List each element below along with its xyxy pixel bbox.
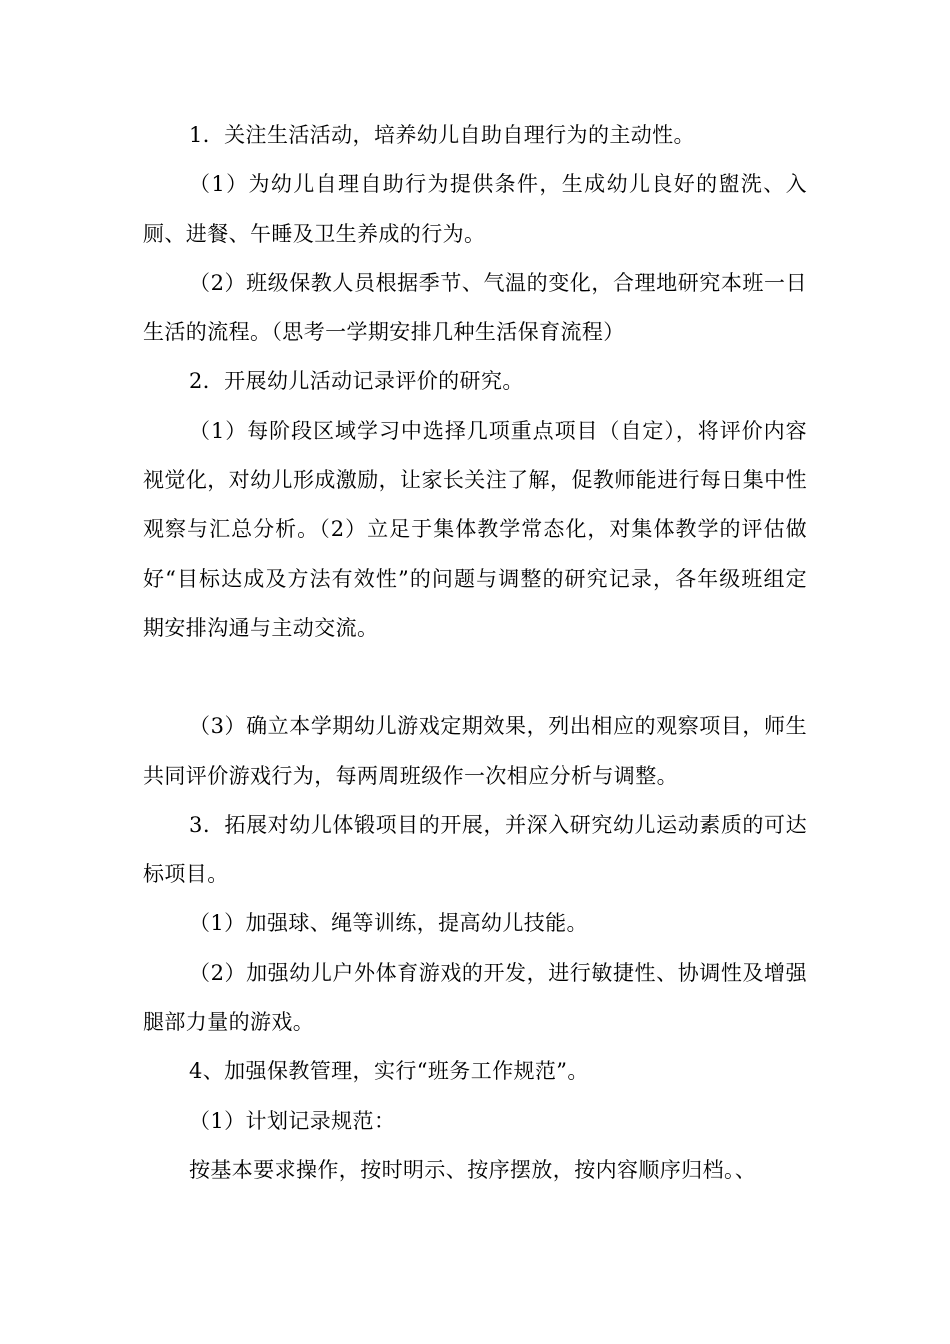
paragraph-section-1-item-1: （1）为幼儿自理自助行为提供条件，生成幼儿良好的盥洗、入厕、进餐、午睡及卫生养成的行为。 bbox=[143, 172, 807, 246]
paragraph-section-2-item-1-2: （1）每阶段区域学习中选择几项重点项目（自定），将评价内容视觉化，对幼儿形成激励，让家长关注了解，促教师能进行每日集中性观察与汇总分析。（2）立足于集体教学常态化，对集体教学的评估做好“目标达成及方法有效性”的问题与调整的研究记录，各年级班组定期安排沟通与主动交流。 bbox=[143, 418, 807, 640]
document-body bbox=[143, 111, 807, 1195]
paragraph-section-2-item-3: （3）确立本学期幼儿游戏定期效果，列出相应的观察项目，师生共同评价游戏行为，每两周班级作一次相应分析与调整。 bbox=[143, 714, 807, 788]
paragraph-section-1-heading: 1．关注生活活动，培养幼儿自助自理行为的主动性。 bbox=[189, 123, 695, 147]
paragraph-section-4-item-1-detail: 按基本要求操作，按时明示、按序摆放，按内容顺序归档。、 bbox=[189, 1157, 757, 1182]
paragraph-section-4-heading: 4、加强保教管理，实行“班务工作规范”。 bbox=[189, 1059, 589, 1084]
paragraph-gap bbox=[143, 653, 807, 702]
paragraph-section-1-item-2: （2）班级保教人员根据季节、气温的变化，合理地研究本班一日生活的流程。（思考一学期安排几种生活保育流程） bbox=[143, 270, 807, 345]
paragraph-section-3-heading: 3．拓展对幼儿体锻项目的开展，并深入研究幼儿运动素质的可达标项目。 bbox=[143, 812, 807, 887]
paragraph-section-3-item-1: （1）加强球、绳等训练，提高幼儿技能。 bbox=[189, 911, 588, 936]
paragraph-section-2-heading: 2．开展幼儿活动记录评价的研究。 bbox=[189, 369, 524, 394]
paragraph-section-3-item-2: （2）加强幼儿户外体育游戏的开发，进行敏捷性、协调性及增强腿部力量的游戏。 bbox=[143, 960, 807, 1035]
paragraph-section-4-item-1: （1）计划记录规范： bbox=[189, 1108, 396, 1133]
